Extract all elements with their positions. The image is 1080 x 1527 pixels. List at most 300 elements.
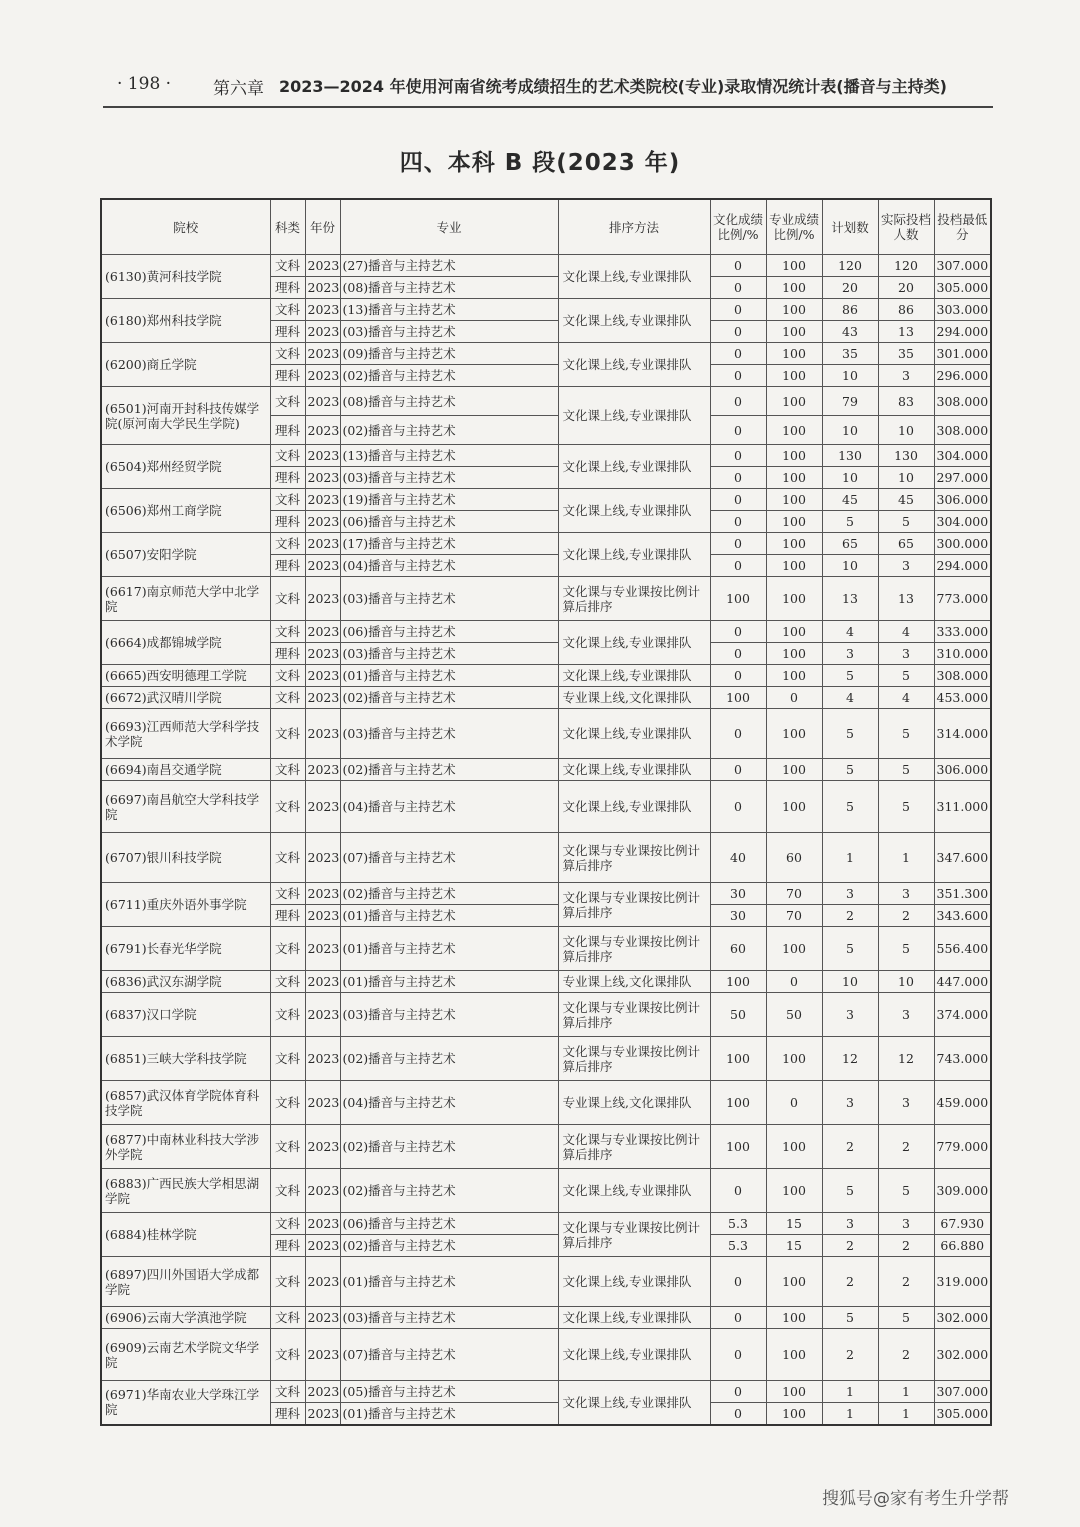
min-score-cell: 307.000 bbox=[934, 1381, 991, 1403]
year-cell: 2023 bbox=[305, 971, 340, 993]
plan-cell: 86 bbox=[822, 299, 878, 321]
min-score-cell: 304.000 bbox=[934, 511, 991, 533]
min-score-cell: 308.000 bbox=[934, 387, 991, 416]
sort-method-cell: 文化课上线,专业课排队 bbox=[558, 665, 710, 687]
year-cell: 2023 bbox=[305, 416, 340, 445]
plan-cell: 45 bbox=[822, 489, 878, 511]
school-cell: (6707)银川科技学院 bbox=[101, 833, 270, 883]
major-cell: (02)播音与主持艺术 bbox=[340, 759, 558, 781]
school-cell: (6507)安阳学院 bbox=[101, 533, 270, 577]
table-row bbox=[101, 621, 991, 643]
min-score-cell: 347.600 bbox=[934, 833, 991, 883]
school-cell: (6791)长春光华学院 bbox=[101, 927, 270, 971]
year-cell: 2023 bbox=[305, 709, 340, 759]
major-cell: (01)播音与主持艺术 bbox=[340, 1403, 558, 1425]
culture-ratio-cell: 0 bbox=[710, 321, 766, 343]
category-cell: 文科 bbox=[270, 1307, 305, 1329]
culture-ratio-cell: 0 bbox=[710, 277, 766, 299]
category-cell: 文科 bbox=[270, 883, 305, 905]
table-row bbox=[101, 387, 991, 416]
pro-ratio-cell: 100 bbox=[766, 1307, 822, 1329]
year-cell: 2023 bbox=[305, 467, 340, 489]
actual-cell: 1 bbox=[878, 1381, 934, 1403]
plan-cell: 13 bbox=[822, 577, 878, 621]
major-cell: (04)播音与主持艺术 bbox=[340, 555, 558, 577]
min-score-cell: 453.000 bbox=[934, 687, 991, 709]
school-cell: (6672)武汉晴川学院 bbox=[101, 687, 270, 709]
major-cell: (13)播音与主持艺术 bbox=[340, 299, 558, 321]
category-cell: 文科 bbox=[270, 993, 305, 1037]
sort-method-cell: 文化课上线,专业课排队 bbox=[558, 621, 710, 665]
pro-ratio-cell: 100 bbox=[766, 1381, 822, 1403]
category-cell: 文科 bbox=[270, 833, 305, 883]
table-row bbox=[101, 883, 991, 905]
culture-ratio-cell: 0 bbox=[710, 416, 766, 445]
category-cell: 理科 bbox=[270, 905, 305, 927]
sort-method-cell: 专业课上线,文化课排队 bbox=[558, 971, 710, 993]
major-cell: (03)播音与主持艺术 bbox=[340, 709, 558, 759]
min-score-cell: 309.000 bbox=[934, 1169, 991, 1213]
school-cell: (6665)西安明德理工学院 bbox=[101, 665, 270, 687]
category-cell: 理科 bbox=[270, 643, 305, 665]
table-row bbox=[101, 709, 991, 759]
plan-cell: 5 bbox=[822, 665, 878, 687]
category-cell: 文科 bbox=[270, 781, 305, 833]
actual-cell: 20 bbox=[878, 277, 934, 299]
plan-cell: 5 bbox=[822, 1169, 878, 1213]
year-cell: 2023 bbox=[305, 1213, 340, 1235]
culture-ratio-cell: 0 bbox=[710, 255, 766, 277]
pro-ratio-cell: 100 bbox=[766, 1125, 822, 1169]
min-score-cell: 333.000 bbox=[934, 621, 991, 643]
plan-cell: 5 bbox=[822, 781, 878, 833]
sort-method-cell: 文化课与专业课按比例计算后排序 bbox=[558, 993, 710, 1037]
table-row bbox=[101, 533, 991, 555]
major-cell: (17)播音与主持艺术 bbox=[340, 533, 558, 555]
actual-cell: 3 bbox=[878, 1081, 934, 1125]
min-score-cell: 343.600 bbox=[934, 905, 991, 927]
major-cell: (02)播音与主持艺术 bbox=[340, 1037, 558, 1081]
category-cell: 理科 bbox=[270, 416, 305, 445]
school-cell: (6130)黄河科技学院 bbox=[101, 255, 270, 299]
actual-cell: 3 bbox=[878, 1213, 934, 1235]
culture-ratio-cell: 0 bbox=[710, 489, 766, 511]
major-cell: (01)播音与主持艺术 bbox=[340, 905, 558, 927]
culture-ratio-cell: 0 bbox=[710, 1257, 766, 1307]
major-cell: (02)播音与主持艺术 bbox=[340, 687, 558, 709]
plan-cell: 3 bbox=[822, 643, 878, 665]
admission-table bbox=[100, 198, 992, 1426]
actual-cell: 65 bbox=[878, 533, 934, 555]
pro-ratio-cell: 100 bbox=[766, 321, 822, 343]
min-score-cell: 374.000 bbox=[934, 993, 991, 1037]
sort-method-cell: 文化课上线,专业课排队 bbox=[558, 255, 710, 299]
culture-ratio-cell: 40 bbox=[710, 833, 766, 883]
culture-ratio-cell: 0 bbox=[710, 343, 766, 365]
category-cell: 文科 bbox=[270, 533, 305, 555]
category-cell: 理科 bbox=[270, 1403, 305, 1425]
sort-method-cell: 文化课上线,专业课排队 bbox=[558, 533, 710, 577]
plan-cell: 5 bbox=[822, 927, 878, 971]
table-row bbox=[101, 759, 991, 781]
year-cell: 2023 bbox=[305, 1037, 340, 1081]
year-cell: 2023 bbox=[305, 621, 340, 643]
category-cell: 文科 bbox=[270, 1213, 305, 1235]
actual-cell: 13 bbox=[878, 321, 934, 343]
major-cell: (03)播音与主持艺术 bbox=[340, 1307, 558, 1329]
actual-cell: 2 bbox=[878, 1125, 934, 1169]
category-cell: 文科 bbox=[270, 255, 305, 277]
category-cell: 理科 bbox=[270, 467, 305, 489]
min-score-cell: 294.000 bbox=[934, 555, 991, 577]
header-plan: 计划数 bbox=[822, 199, 878, 255]
plan-cell: 2 bbox=[822, 1125, 878, 1169]
pro-ratio-cell: 100 bbox=[766, 709, 822, 759]
pro-ratio-cell: 15 bbox=[766, 1235, 822, 1257]
major-cell: (06)播音与主持艺术 bbox=[340, 621, 558, 643]
year-cell: 2023 bbox=[305, 1081, 340, 1125]
school-cell: (6711)重庆外语外事学院 bbox=[101, 883, 270, 927]
table-row bbox=[101, 299, 991, 321]
actual-cell: 3 bbox=[878, 365, 934, 387]
category-cell: 理科 bbox=[270, 1235, 305, 1257]
plan-cell: 1 bbox=[822, 833, 878, 883]
category-cell: 理科 bbox=[270, 511, 305, 533]
school-cell: (6504)郑州经贸学院 bbox=[101, 445, 270, 489]
year-cell: 2023 bbox=[305, 927, 340, 971]
min-score-cell: 301.000 bbox=[934, 343, 991, 365]
culture-ratio-cell: 0 bbox=[710, 299, 766, 321]
year-cell: 2023 bbox=[305, 1235, 340, 1257]
culture-ratio-cell: 100 bbox=[710, 577, 766, 621]
header-min-score: 投档最低分 bbox=[934, 199, 991, 255]
table-row bbox=[101, 833, 991, 883]
plan-cell: 2 bbox=[822, 905, 878, 927]
plan-cell: 3 bbox=[822, 883, 878, 905]
actual-cell: 5 bbox=[878, 781, 934, 833]
culture-ratio-cell: 0 bbox=[710, 1381, 766, 1403]
school-cell: (6697)南昌航空大学科技学院 bbox=[101, 781, 270, 833]
school-cell: (6884)桂林学院 bbox=[101, 1213, 270, 1257]
min-score-cell: 308.000 bbox=[934, 416, 991, 445]
pro-ratio-cell: 100 bbox=[766, 1257, 822, 1307]
culture-ratio-cell: 50 bbox=[710, 993, 766, 1037]
culture-ratio-cell: 0 bbox=[710, 1403, 766, 1425]
table-row bbox=[101, 665, 991, 687]
sort-method-cell: 文化课上线,专业课排队 bbox=[558, 387, 710, 445]
major-cell: (02)播音与主持艺术 bbox=[340, 1169, 558, 1213]
category-cell: 文科 bbox=[270, 709, 305, 759]
major-cell: (03)播音与主持艺术 bbox=[340, 467, 558, 489]
plan-cell: 4 bbox=[822, 687, 878, 709]
major-cell: (02)播音与主持艺术 bbox=[340, 1235, 558, 1257]
year-cell: 2023 bbox=[305, 577, 340, 621]
pro-ratio-cell: 100 bbox=[766, 577, 822, 621]
major-cell: (01)播音与主持艺术 bbox=[340, 927, 558, 971]
major-cell: (03)播音与主持艺术 bbox=[340, 643, 558, 665]
pro-ratio-cell: 100 bbox=[766, 643, 822, 665]
sort-method-cell: 文化课上线,专业课排队 bbox=[558, 759, 710, 781]
major-cell: (07)播音与主持艺术 bbox=[340, 833, 558, 883]
year-cell: 2023 bbox=[305, 343, 340, 365]
min-score-cell: 66.880 bbox=[934, 1235, 991, 1257]
min-score-cell: 314.000 bbox=[934, 709, 991, 759]
category-cell: 文科 bbox=[270, 343, 305, 365]
year-cell: 2023 bbox=[305, 1403, 340, 1425]
sort-method-cell: 文化课与专业课按比例计算后排序 bbox=[558, 577, 710, 621]
actual-cell: 5 bbox=[878, 1169, 934, 1213]
culture-ratio-cell: 100 bbox=[710, 1037, 766, 1081]
sort-method-cell: 文化课与专业课按比例计算后排序 bbox=[558, 883, 710, 927]
plan-cell: 5 bbox=[822, 511, 878, 533]
major-cell: (13)播音与主持艺术 bbox=[340, 445, 558, 467]
year-cell: 2023 bbox=[305, 1381, 340, 1403]
page-number: · 198 · bbox=[117, 74, 172, 94]
section-title: 四、本科 B 段(2023 年) bbox=[399, 150, 681, 176]
actual-cell: 4 bbox=[878, 687, 934, 709]
min-score-cell: 67.930 bbox=[934, 1213, 991, 1235]
category-cell: 理科 bbox=[270, 321, 305, 343]
culture-ratio-cell: 30 bbox=[710, 905, 766, 927]
actual-cell: 2 bbox=[878, 1235, 934, 1257]
plan-cell: 35 bbox=[822, 343, 878, 365]
min-score-cell: 300.000 bbox=[934, 533, 991, 555]
year-cell: 2023 bbox=[305, 445, 340, 467]
sort-method-cell: 文化课上线,专业课排队 bbox=[558, 1257, 710, 1307]
pro-ratio-cell: 100 bbox=[766, 1329, 822, 1381]
min-score-cell: 310.000 bbox=[934, 643, 991, 665]
pro-ratio-cell: 100 bbox=[766, 1169, 822, 1213]
culture-ratio-cell: 100 bbox=[710, 1125, 766, 1169]
year-cell: 2023 bbox=[305, 321, 340, 343]
year-cell: 2023 bbox=[305, 759, 340, 781]
year-cell: 2023 bbox=[305, 555, 340, 577]
actual-cell: 10 bbox=[878, 971, 934, 993]
plan-cell: 12 bbox=[822, 1037, 878, 1081]
major-cell: (03)播音与主持艺术 bbox=[340, 577, 558, 621]
plan-cell: 20 bbox=[822, 277, 878, 299]
plan-cell: 1 bbox=[822, 1381, 878, 1403]
culture-ratio-cell: 0 bbox=[710, 511, 766, 533]
actual-cell: 3 bbox=[878, 993, 934, 1037]
table-row bbox=[101, 781, 991, 833]
year-cell: 2023 bbox=[305, 665, 340, 687]
culture-ratio-cell: 5.3 bbox=[710, 1213, 766, 1235]
plan-cell: 3 bbox=[822, 993, 878, 1037]
category-cell: 文科 bbox=[270, 489, 305, 511]
major-cell: (01)播音与主持艺术 bbox=[340, 1257, 558, 1307]
category-cell: 文科 bbox=[270, 621, 305, 643]
school-cell: (6837)汉口学院 bbox=[101, 993, 270, 1037]
table-row bbox=[101, 489, 991, 511]
plan-cell: 43 bbox=[822, 321, 878, 343]
major-cell: (03)播音与主持艺术 bbox=[340, 321, 558, 343]
plan-cell: 3 bbox=[822, 1081, 878, 1125]
plan-cell: 10 bbox=[822, 365, 878, 387]
culture-ratio-cell: 0 bbox=[710, 445, 766, 467]
actual-cell: 35 bbox=[878, 343, 934, 365]
pro-ratio-cell: 100 bbox=[766, 533, 822, 555]
min-score-cell: 305.000 bbox=[934, 1403, 991, 1425]
culture-ratio-cell: 0 bbox=[710, 1169, 766, 1213]
plan-cell: 130 bbox=[822, 445, 878, 467]
plan-cell: 65 bbox=[822, 533, 878, 555]
category-cell: 文科 bbox=[270, 1381, 305, 1403]
min-score-cell: 297.000 bbox=[934, 467, 991, 489]
culture-ratio-cell: 60 bbox=[710, 927, 766, 971]
category-cell: 文科 bbox=[270, 1329, 305, 1381]
chapter-label: 第六章 bbox=[213, 79, 264, 99]
min-score-cell: 773.000 bbox=[934, 577, 991, 621]
school-cell: (6200)商丘学院 bbox=[101, 343, 270, 387]
plan-cell: 5 bbox=[822, 1307, 878, 1329]
year-cell: 2023 bbox=[305, 781, 340, 833]
actual-cell: 2 bbox=[878, 905, 934, 927]
actual-cell: 5 bbox=[878, 1307, 934, 1329]
actual-cell: 3 bbox=[878, 555, 934, 577]
school-cell: (6971)华南农业大学珠江学院 bbox=[101, 1381, 270, 1425]
year-cell: 2023 bbox=[305, 277, 340, 299]
category-cell: 文科 bbox=[270, 927, 305, 971]
year-cell: 2023 bbox=[305, 1329, 340, 1381]
header-culture-ratio: 文化成绩比例/% bbox=[710, 199, 766, 255]
header-school: 院校 bbox=[101, 199, 270, 255]
page-header bbox=[103, 74, 993, 104]
culture-ratio-cell: 0 bbox=[710, 709, 766, 759]
year-cell: 2023 bbox=[305, 1125, 340, 1169]
table-row bbox=[101, 1081, 991, 1125]
min-score-cell: 311.000 bbox=[934, 781, 991, 833]
category-cell: 文科 bbox=[270, 759, 305, 781]
plan-cell: 4 bbox=[822, 621, 878, 643]
year-cell: 2023 bbox=[305, 511, 340, 533]
major-cell: (09)播音与主持艺术 bbox=[340, 343, 558, 365]
major-cell: (02)播音与主持艺术 bbox=[340, 1125, 558, 1169]
major-cell: (02)播音与主持艺术 bbox=[340, 365, 558, 387]
actual-cell: 10 bbox=[878, 416, 934, 445]
school-cell: (6501)河南开封科技传媒学院(原河南大学民生学院) bbox=[101, 387, 270, 445]
major-cell: (02)播音与主持艺术 bbox=[340, 416, 558, 445]
actual-cell: 83 bbox=[878, 387, 934, 416]
sort-method-cell: 文化课上线,专业课排队 bbox=[558, 1329, 710, 1381]
actual-cell: 120 bbox=[878, 255, 934, 277]
culture-ratio-cell: 0 bbox=[710, 621, 766, 643]
sort-method-cell: 文化课上线,专业课排队 bbox=[558, 343, 710, 387]
actual-cell: 45 bbox=[878, 489, 934, 511]
category-cell: 文科 bbox=[270, 687, 305, 709]
culture-ratio-cell: 0 bbox=[710, 555, 766, 577]
year-cell: 2023 bbox=[305, 387, 340, 416]
table-row bbox=[101, 1169, 991, 1213]
min-score-cell: 319.000 bbox=[934, 1257, 991, 1307]
plan-cell: 5 bbox=[822, 759, 878, 781]
table-row bbox=[101, 1307, 991, 1329]
school-cell: (6851)三峡大学科技学院 bbox=[101, 1037, 270, 1081]
table-header-row bbox=[101, 199, 991, 255]
min-score-cell: 294.000 bbox=[934, 321, 991, 343]
school-cell: (6694)南昌交通学院 bbox=[101, 759, 270, 781]
table-row bbox=[101, 343, 991, 365]
category-cell: 理科 bbox=[270, 277, 305, 299]
pro-ratio-cell: 70 bbox=[766, 883, 822, 905]
table-row bbox=[101, 927, 991, 971]
culture-ratio-cell: 0 bbox=[710, 665, 766, 687]
actual-cell: 3 bbox=[878, 643, 934, 665]
year-cell: 2023 bbox=[305, 489, 340, 511]
year-cell: 2023 bbox=[305, 533, 340, 555]
category-cell: 文科 bbox=[270, 1037, 305, 1081]
school-cell: (6693)江西师范大学科学技术学院 bbox=[101, 709, 270, 759]
table-row bbox=[101, 255, 991, 277]
plan-cell: 3 bbox=[822, 1213, 878, 1235]
major-cell: (02)播音与主持艺术 bbox=[340, 883, 558, 905]
major-cell: (01)播音与主持艺术 bbox=[340, 971, 558, 993]
sort-method-cell: 文化课上线,专业课排队 bbox=[558, 781, 710, 833]
table-row bbox=[101, 445, 991, 467]
year-cell: 2023 bbox=[305, 1307, 340, 1329]
plan-cell: 5 bbox=[822, 709, 878, 759]
culture-ratio-cell: 30 bbox=[710, 883, 766, 905]
table-row bbox=[101, 577, 991, 621]
pro-ratio-cell: 100 bbox=[766, 927, 822, 971]
min-score-cell: 296.000 bbox=[934, 365, 991, 387]
category-cell: 文科 bbox=[270, 299, 305, 321]
category-cell: 文科 bbox=[270, 387, 305, 416]
year-cell: 2023 bbox=[305, 993, 340, 1037]
pro-ratio-cell: 100 bbox=[766, 255, 822, 277]
school-cell: (6857)武汉体育学院体育科技学院 bbox=[101, 1081, 270, 1125]
category-cell: 文科 bbox=[270, 1257, 305, 1307]
school-cell: (6909)云南艺术学院文华学院 bbox=[101, 1329, 270, 1381]
category-cell: 理科 bbox=[270, 555, 305, 577]
min-score-cell: 303.000 bbox=[934, 299, 991, 321]
school-cell: (6506)郑州工商学院 bbox=[101, 489, 270, 533]
school-cell: (6877)中南林业科技大学涉外学院 bbox=[101, 1125, 270, 1169]
pro-ratio-cell: 100 bbox=[766, 467, 822, 489]
year-cell: 2023 bbox=[305, 1257, 340, 1307]
pro-ratio-cell: 100 bbox=[766, 759, 822, 781]
year-cell: 2023 bbox=[305, 643, 340, 665]
min-score-cell: 302.000 bbox=[934, 1329, 991, 1381]
plan-cell: 2 bbox=[822, 1329, 878, 1381]
year-cell: 2023 bbox=[305, 255, 340, 277]
major-cell: (27)播音与主持艺术 bbox=[340, 255, 558, 277]
culture-ratio-cell: 0 bbox=[710, 643, 766, 665]
pro-ratio-cell: 0 bbox=[766, 1081, 822, 1125]
header-major: 专业 bbox=[340, 199, 558, 255]
pro-ratio-cell: 100 bbox=[766, 489, 822, 511]
culture-ratio-cell: 0 bbox=[710, 467, 766, 489]
year-cell: 2023 bbox=[305, 299, 340, 321]
sort-method-cell: 文化课上线,专业课排队 bbox=[558, 445, 710, 489]
sort-method-cell: 专业课上线,文化课排队 bbox=[558, 687, 710, 709]
sort-method-cell: 文化课与专业课按比例计算后排序 bbox=[558, 833, 710, 883]
category-cell: 文科 bbox=[270, 1169, 305, 1213]
table-row bbox=[101, 1125, 991, 1169]
min-score-cell: 306.000 bbox=[934, 489, 991, 511]
pro-ratio-cell: 100 bbox=[766, 299, 822, 321]
min-score-cell: 779.000 bbox=[934, 1125, 991, 1169]
sort-method-cell: 专业课上线,文化课排队 bbox=[558, 1081, 710, 1125]
sort-method-cell: 文化课上线,专业课排队 bbox=[558, 709, 710, 759]
major-cell: (07)播音与主持艺术 bbox=[340, 1329, 558, 1381]
table-row bbox=[101, 971, 991, 993]
running-title: 2023—2024 年使用河南省统考成绩招生的艺术类院校(专业)录取情况统计表(播音与主持类) bbox=[279, 77, 947, 96]
pro-ratio-cell: 50 bbox=[766, 993, 822, 1037]
table-row bbox=[101, 687, 991, 709]
header-actual: 实际投档人数 bbox=[878, 199, 934, 255]
min-score-cell: 304.000 bbox=[934, 445, 991, 467]
